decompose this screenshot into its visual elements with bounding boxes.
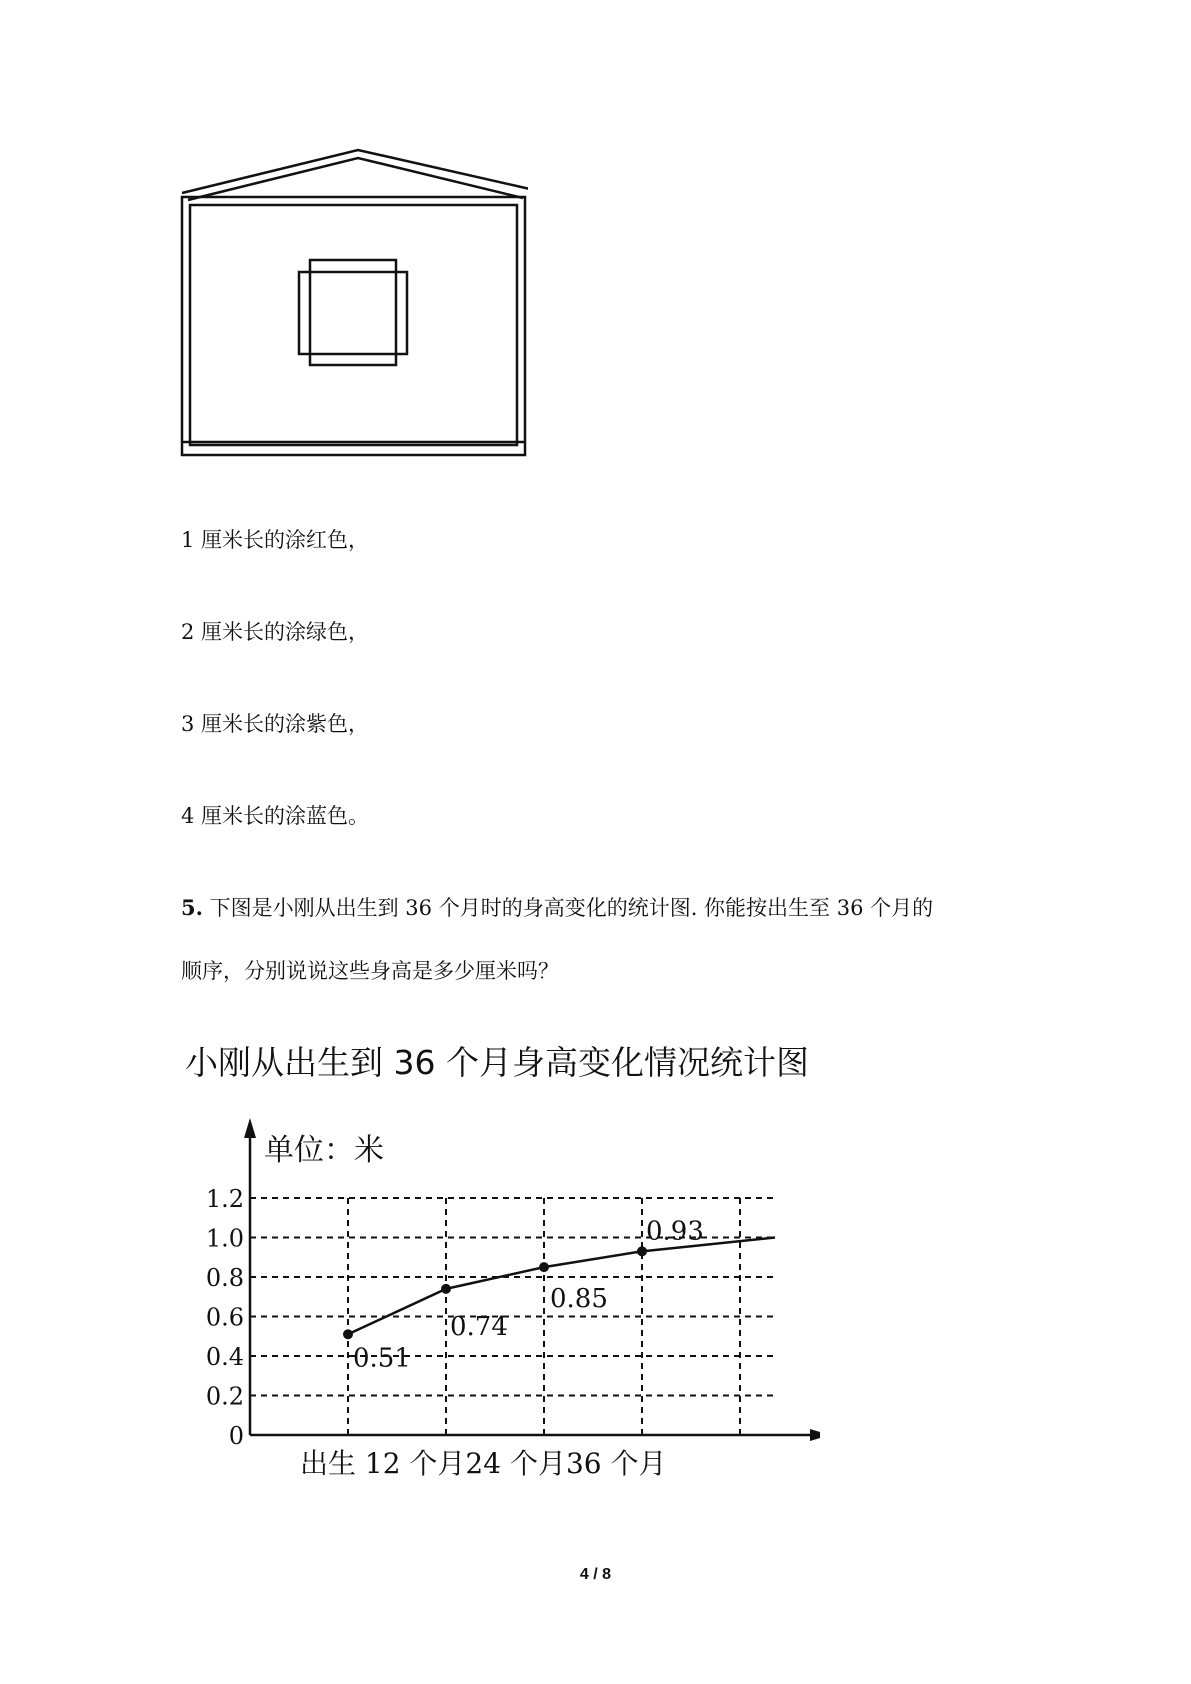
chart-title: 小刚从出生到 36 个月身高变化情况统计图 bbox=[185, 1043, 809, 1082]
data-point bbox=[441, 1284, 451, 1294]
page-number: 4 / 8 bbox=[579, 1566, 612, 1583]
y-tick-label: 0 bbox=[228, 1422, 244, 1450]
data-label: 0.93 bbox=[646, 1216, 704, 1247]
data-point bbox=[539, 1262, 549, 1272]
question-number: 5. bbox=[181, 895, 203, 920]
x-tick-labels: 出生 12 个月24 个月36 个月 bbox=[300, 1447, 667, 1480]
data-label: 0.51 bbox=[353, 1343, 411, 1374]
house-outer-wall bbox=[182, 197, 525, 455]
height-line-chart bbox=[180, 1110, 820, 1490]
question-5-line1 bbox=[181, 892, 933, 922]
question-text: 下图是小刚从出生到 36 个月时的身高变化的统计图. 你能按出生至 36 个月的 bbox=[209, 896, 934, 920]
y-unit-label: 单位：米 bbox=[264, 1133, 384, 1168]
y-tick-label: 0.6 bbox=[205, 1303, 244, 1332]
y-tick-label: 0.2 bbox=[205, 1382, 244, 1411]
y-tick-label: 1.2 bbox=[205, 1185, 244, 1213]
question-5-line2: 顺序，分别说说这些身高是多少厘米吗？ bbox=[181, 959, 559, 983]
instruction-green: 2 厘米长的涂绿色， bbox=[181, 620, 370, 644]
data-label: 0.85 bbox=[550, 1284, 608, 1315]
window-vertical bbox=[310, 260, 396, 365]
house-figure bbox=[178, 145, 528, 460]
y-axis-arrow bbox=[244, 1118, 256, 1138]
data-point bbox=[343, 1329, 353, 1339]
x-axis-arrow bbox=[810, 1429, 820, 1441]
data-point bbox=[637, 1246, 647, 1256]
window-horizontal bbox=[299, 272, 407, 354]
instruction-purple: 3 厘米长的涂紫色， bbox=[181, 712, 370, 736]
y-tick-label: 0.4 bbox=[205, 1343, 244, 1371]
house-inner-wall bbox=[190, 205, 517, 445]
y-tick-label: 0.8 bbox=[205, 1264, 244, 1292]
instruction-red: 1 厘米长的涂红色， bbox=[181, 528, 370, 552]
instruction-blue: 4 厘米长的涂蓝色。 bbox=[181, 804, 370, 828]
data-label: 0.74 bbox=[450, 1311, 508, 1342]
y-tick-label: 1.0 bbox=[205, 1224, 244, 1253]
